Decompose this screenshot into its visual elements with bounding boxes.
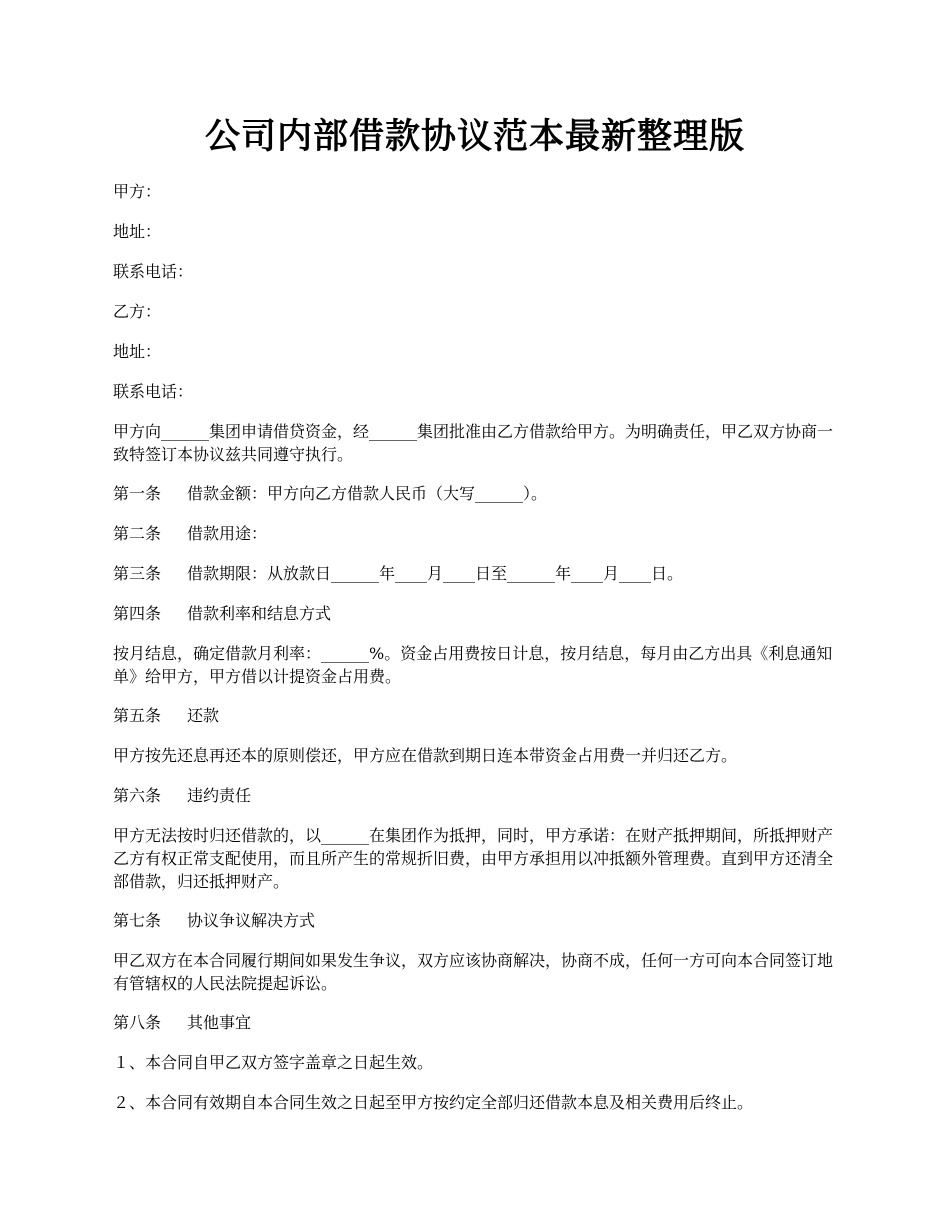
article-number: 第六条 xyxy=(113,786,162,805)
article-3 xyxy=(113,562,843,585)
article-text: 违约责任 xyxy=(187,786,252,805)
document-title: 公司内部借款协议范本最新整理版 xyxy=(204,116,745,157)
article-7 xyxy=(113,909,843,932)
party-b-phone: 联系电话： xyxy=(113,382,194,401)
article-text: 还款 xyxy=(187,706,220,725)
article-number: 第一条 xyxy=(113,484,162,503)
article-1 xyxy=(113,482,843,505)
article-4-body: 按月结息，确定借款月利率：______%。资金占用费按日计息，按月结息，每月由乙方出具《利息通知单》给甲方，甲方借以计提资金占用费。 xyxy=(113,644,833,686)
article-2 xyxy=(113,522,843,545)
article-number: 第四条 xyxy=(113,604,162,623)
article-6 xyxy=(113,784,843,807)
preamble-paragraph: 甲方向______集团申请借贷资金，经______集团批准由乙方借款给甲方。为明确责任，甲乙双方协商一致特签订本协议兹共同遵守执行。 xyxy=(113,422,834,464)
article-5-body: 甲方按先还息再还本的原则偿还，甲方应在借款到期日连本带资金占用费一并归还乙方。 xyxy=(113,746,738,765)
party-a-phone: 联系电话： xyxy=(113,262,194,281)
article-6-body: 甲方无法按时归还借款的，以______在集团作为抵押，同时，甲方承诺：在财产抵押期间，所抵押财产乙方有权正常支配使用，而且所产生的常规折旧费，由甲方承担用以冲抵额外管理费。直到甲方还清全部借款，归还抵押财产。 xyxy=(113,826,834,891)
article-4 xyxy=(113,602,843,625)
party-b-address: 地址： xyxy=(113,342,162,361)
article-text: 借款金额：甲方向乙方借款人民币（大写______）。 xyxy=(187,484,548,503)
party-b-label: 乙方： xyxy=(113,302,162,321)
article-text: 其他事宜 xyxy=(187,1013,252,1032)
article-number: 第五条 xyxy=(113,706,162,725)
article-8-item-1: １、本合同自甲乙双方签字盖章之日起生效。 xyxy=(113,1053,434,1072)
article-7-body: 甲乙双方在本合同履行期间如果发生争议，双方应该协商解决，协商不成，任何一方可向本合同签订地有管辖权的人民法院提起诉讼。 xyxy=(113,951,834,993)
article-8 xyxy=(113,1011,843,1034)
article-5 xyxy=(113,704,843,727)
article-number: 第七条 xyxy=(113,911,162,930)
party-a-address: 地址： xyxy=(113,222,162,241)
article-text: 借款利率和结息方式 xyxy=(187,604,332,623)
article-text: 借款用途： xyxy=(187,524,268,543)
party-a-label: 甲方： xyxy=(113,182,162,201)
article-text: 借款期限：从放款日______年____月____日至______年____月____日。 xyxy=(187,564,684,583)
article-text: 协议争议解决方式 xyxy=(187,911,316,930)
article-number: 第三条 xyxy=(113,564,162,583)
document-body xyxy=(113,180,843,1114)
article-number: 第八条 xyxy=(113,1013,162,1032)
article-number: 第二条 xyxy=(113,524,162,543)
article-8-item-2: ２、本合同有效期自本合同生效之日起至甲方按约定全部归还借款本息及相关费用后终止。 xyxy=(113,1093,754,1112)
